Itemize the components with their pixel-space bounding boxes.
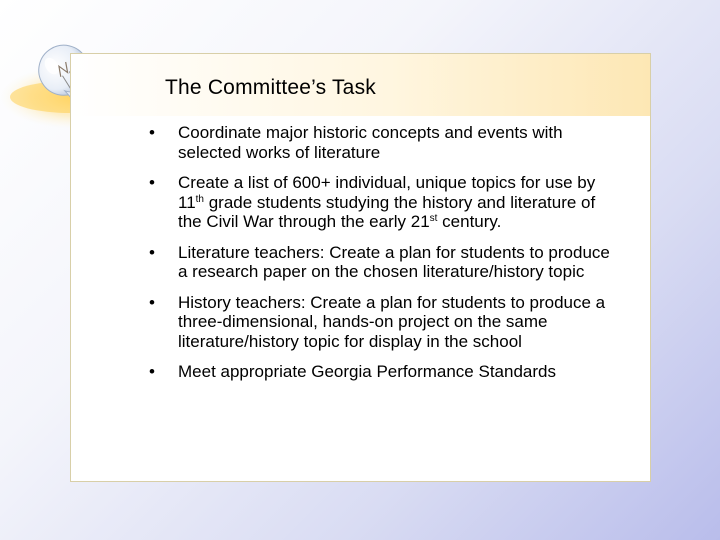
slide-title: The Committee’s Task — [165, 76, 376, 99]
bullet-item — [149, 173, 619, 232]
bullet-list — [149, 123, 619, 393]
bullet-text: century. — [437, 212, 502, 231]
title-band — [71, 54, 650, 116]
bullet-item — [149, 293, 619, 352]
bullet-text: Create a list of 600+ individual, unique topics for use by 11 — [178, 173, 596, 212]
bullet-item — [149, 123, 619, 162]
content-frame — [70, 53, 651, 482]
bullet-text: Literature teachers: Create a plan for students to produce a research paper on the chosen literature/history topic — [178, 242, 610, 281]
bullet-text: grade students studying the history and literature of the Civil War through the early 21 — [178, 192, 596, 231]
superscript: th — [195, 193, 204, 205]
bullet-text: Coordinate major historic concepts and events with selected works of literature — [178, 123, 563, 162]
superscript: st — [429, 213, 438, 224]
bullet-text: Meet appropriate Georgia Performance Standards — [178, 362, 556, 381]
bullet-text: History teachers: Create a plan for students to produce a three-dimensional, hands-on project on the same literature/history topic for display in the school — [178, 292, 606, 351]
bullet-item — [149, 243, 619, 282]
bullet-item — [149, 362, 619, 382]
